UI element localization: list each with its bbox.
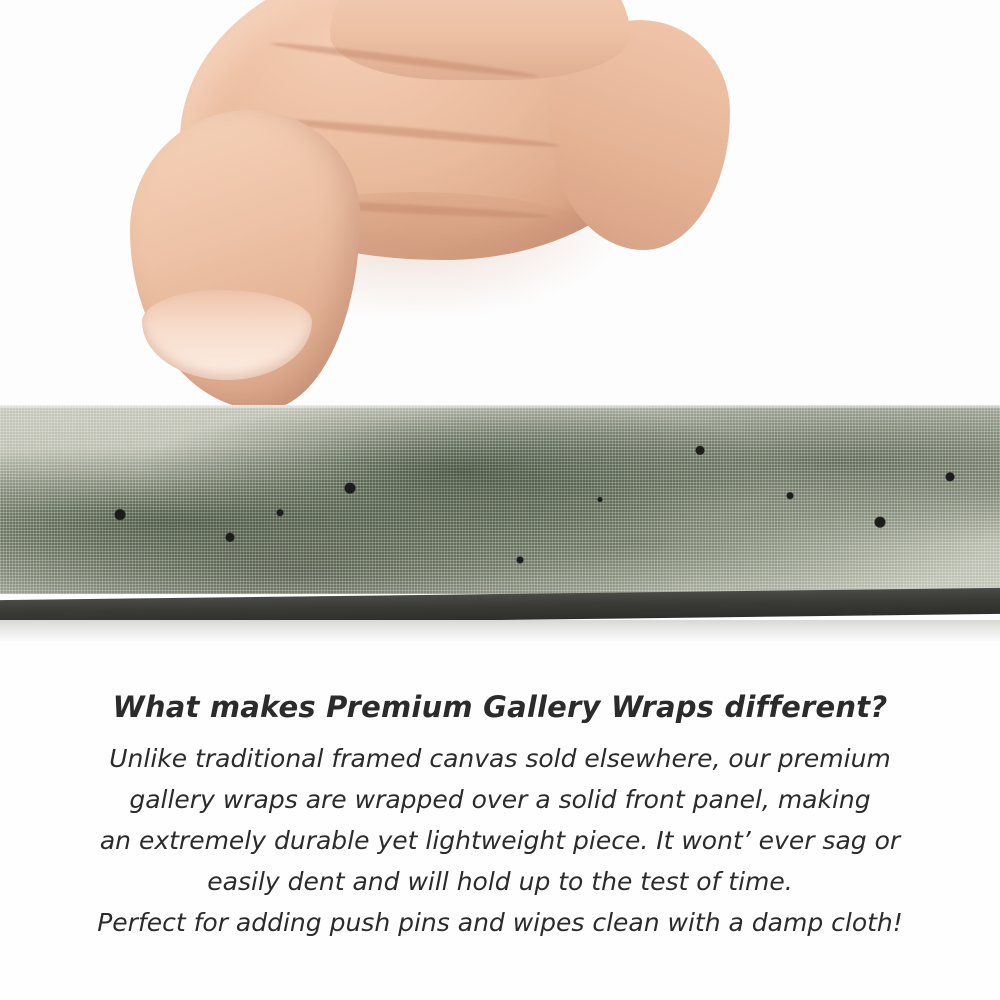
gallery-wrap-canvas-edge (0, 405, 1000, 620)
caption-heading: What makes Premium Gallery Wraps different? (112, 690, 888, 724)
caption-line: an extremely durable yet lightweight piece. It wont’ ever sag or (99, 826, 901, 855)
canvas-drop-shadow (0, 620, 1000, 642)
canvas-top-highlight (0, 405, 1000, 409)
caption-line: Unlike traditional framed canvas sold elsewhere, our premium (109, 744, 891, 773)
canvas-print-specks (0, 405, 1000, 594)
hand-illustration (120, 0, 680, 430)
caption-block (0, 690, 1000, 943)
caption-line: easily dent and will hold up to the test of time. (207, 867, 793, 896)
caption-line: gallery wraps are wrapped over a solid front panel, making (129, 785, 871, 814)
caption-line: Perfect for adding push pins and wipes clean with a damp cloth! (97, 908, 903, 937)
